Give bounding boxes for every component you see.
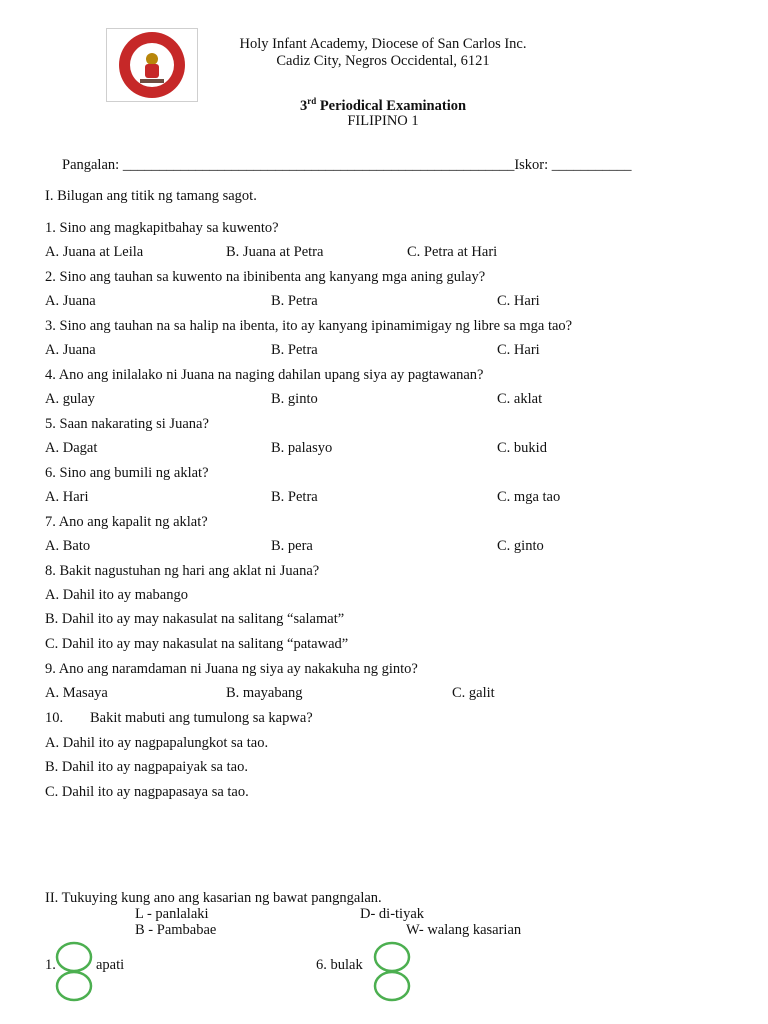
q4-option-b[interactable]: B. ginto — [271, 391, 318, 407]
question-3: 3. Sino ang tauhan na sa halip na ibenta, ito ay kanyang ipinamimigay ng libre sa mga tao? — [45, 318, 573, 334]
school-logo-frame — [106, 28, 198, 102]
section1-instruction: I. Bilugan ang titik ng tamang sagot. — [45, 188, 257, 204]
q10-option-a[interactable]: A. Dahil ito ay nagpapalungkot sa tao. — [45, 735, 269, 751]
q3-option-c[interactable]: C. Hari — [497, 342, 540, 358]
question-1: 1. Sino ang magkapitbahay sa kuwento? — [45, 220, 279, 236]
name-blank[interactable]: ______________________________________________________ — [122, 157, 515, 173]
q1-option-c[interactable]: C. Petra at Hari — [407, 244, 498, 260]
item-1-number: 1. — [45, 957, 56, 973]
score-blank[interactable]: ___________ — [551, 157, 632, 173]
figure-eight-circle-icon — [52, 940, 96, 1004]
q5-option-b[interactable]: B. palasyo — [271, 440, 333, 456]
q4-option-a[interactable]: A. gulay — [45, 391, 95, 407]
figure-eight-circle-icon — [370, 940, 414, 1004]
school-address: Cadiz City, Negros Occidental, 6121 — [276, 53, 490, 69]
q9-option-a[interactable]: A. Masaya — [45, 685, 108, 701]
q9-option-c[interactable]: C. galit — [452, 685, 495, 701]
q3-option-b[interactable]: B. Petra — [271, 342, 318, 358]
subject-title: FILIPINO 1 — [347, 113, 419, 129]
q5-option-c[interactable]: C. bukid — [497, 440, 547, 456]
item-6-word: 6. bulak — [316, 957, 363, 973]
q6-option-a[interactable]: A. Hari — [45, 489, 89, 505]
q8-option-b[interactable]: B. Dahil ito ay may nakasulat na salitang “salamat” — [45, 611, 345, 627]
q8-option-c[interactable]: C. Dahil ito ay may nakasulat na salitang “patawad” — [45, 636, 349, 652]
q10-option-c[interactable]: C. Dahil ito ay nagpapasaya sa tao. — [45, 784, 249, 800]
question-6: 6. Sino ang bumili ng aklat? — [45, 465, 209, 481]
question-4: 4. Ano ang inilalako ni Juana na naging dahilan upang siya ay pagtawanan? — [45, 367, 484, 383]
q6-option-b[interactable]: B. Petra — [271, 489, 318, 505]
q7-option-a[interactable]: A. Bato — [45, 538, 91, 554]
exam-ordinal-number: 3 — [299, 97, 308, 114]
question-10-number: 10. — [45, 710, 64, 726]
question-5: 5. Saan nakarating si Juana? — [45, 416, 209, 432]
q4-option-c[interactable]: C. aklat — [497, 391, 543, 407]
exam-ordinal-suffix: rd — [307, 96, 317, 106]
q3-option-a[interactable]: A. Juana — [45, 342, 96, 358]
q2-option-c[interactable]: C. Hari — [497, 293, 540, 309]
q2-option-b[interactable]: B. Petra — [271, 293, 318, 309]
school-seal-icon — [107, 29, 197, 101]
q5-option-a[interactable]: A. Dagat — [45, 440, 98, 456]
q7-option-c[interactable]: C. ginto — [497, 538, 544, 554]
q6-option-c[interactable]: C. mga tao — [497, 489, 561, 505]
item-1-word: apati — [96, 957, 125, 973]
question-7: 7. Ano ang kapalit ng aklat? — [45, 514, 208, 530]
q9-option-b[interactable]: B. mayabang — [226, 685, 303, 701]
question-9: 9. Ano ang naramdaman ni Juana ng siya ay nakakuha ng ginto? — [45, 661, 418, 677]
q1-option-a[interactable]: A. Juana at Leila — [45, 244, 144, 260]
exam-title — [200, 96, 566, 115]
name-label: Pangalan: — [62, 157, 123, 173]
q10-option-b[interactable]: B. Dahil ito ay nagpapaiyak sa tao. — [45, 759, 248, 775]
name-score-line — [62, 157, 632, 174]
score-label: Iskor: — [514, 157, 552, 173]
question-2: 2. Sino ang tauhan sa kuwento na ibinibenta ang kanyang mga aning gulay? — [45, 269, 486, 285]
legend-w: W- walang kasarian — [406, 922, 522, 938]
q1-option-b[interactable]: B. Juana at Petra — [226, 244, 324, 260]
exam-title-text: Periodical Examination — [316, 97, 467, 114]
legend-d: D- di-tiyak — [360, 906, 425, 922]
section2-instruction: II. Tukuying kung ano ang kasarian ng bawat pangngalan. — [45, 890, 382, 906]
question-10: Bakit mabuti ang tumulong sa kapwa? — [90, 710, 313, 726]
legend-l: L - panlalaki — [135, 906, 209, 922]
q2-option-a[interactable]: A. Juana — [45, 293, 96, 309]
q8-option-a[interactable]: A. Dahil ito ay mabango — [45, 587, 188, 603]
q7-option-b[interactable]: B. pera — [271, 538, 313, 554]
legend-b: B - Pambabae — [135, 922, 217, 938]
question-8: 8. Bakit nagustuhan ng hari ang aklat ni Juana? — [45, 563, 320, 579]
school-name: Holy Infant Academy, Diocese of San Carlos Inc. — [239, 36, 527, 52]
